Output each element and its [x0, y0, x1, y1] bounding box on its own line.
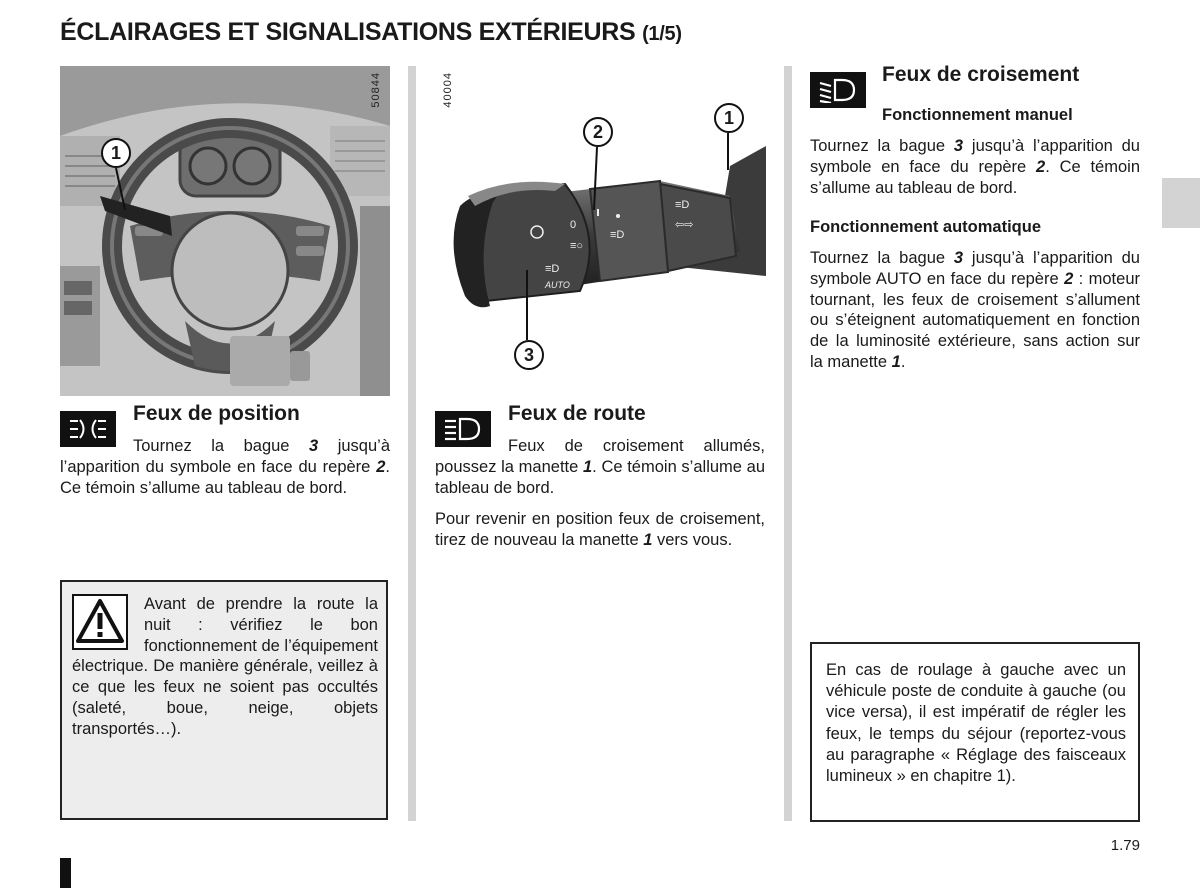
ring-auto-label: AUTO [545, 280, 570, 290]
subheading-fonctionnement-manuel: Fonctionnement manuel [882, 106, 1073, 124]
low-beam-icon [810, 72, 866, 108]
paragraph-feux-de-route-2: Pour revenir en position feux de croisement, tirez de nouveau la manette 1 vers vous. [435, 510, 765, 549]
warning-text-wrapper [72, 594, 378, 740]
paragraph-feux-de-position: Tournez la bague 3 jusqu’à l’apparition du symbole en face du repère 2. Ce témoin s’allume au tableau de bord. [60, 437, 390, 497]
svg-text:⇦⇨: ⇦⇨ [675, 219, 694, 231]
chapter-tab [1162, 178, 1200, 228]
callout-leaders-middle [420, 60, 780, 400]
callout-leader-left [0, 0, 420, 420]
left-hand-driving-note-box [810, 642, 1140, 822]
callout-1-left-figure: 1 [101, 138, 131, 168]
warning-box [60, 580, 388, 820]
warning-text: Avant de prendre la route la nuit : vérifiez le bon fonctionnement de l’équipement électrique. De manière générale, veillez à ce que les feux ne soient pas occultés (saleté, boue, neige, objets transportés…). [72, 595, 378, 738]
middle-figure-image-number: 40004 [442, 72, 454, 108]
subheading-fonctionnement-automatique: Fonctionnement automatique [810, 218, 1041, 236]
heading-feux-de-position: Feux de position [133, 402, 300, 425]
svg-text:≡○: ≡○ [570, 240, 584, 252]
callout-3-middle-figure: 3 [514, 340, 544, 370]
title-part-number: (1/5) [642, 23, 682, 45]
ring-off-label: 0 [570, 219, 577, 231]
paragraph-feux-de-route-1: Feux de croisement allumés, poussez la manette 1. Ce témoin s’allume au tableau de bord. [435, 437, 765, 497]
heading-feux-de-route: Feux de route [508, 402, 646, 425]
callout-2-middle-figure: 2 [583, 117, 613, 147]
left-figure-image-number: 50844 [370, 72, 382, 108]
page-edge-marker [60, 858, 71, 888]
svg-text:≡D: ≡D [545, 263, 560, 275]
callout-1-middle-figure: 1 [714, 103, 744, 133]
column-separator-right [784, 66, 792, 821]
heading-feux-de-croisement: Feux de croisement [882, 63, 1080, 86]
paragraph-fonctionnement-manuel: Tournez la bague 3 jusqu’à l’apparition du symbole en face du repère 2. Ce témoin s’allume au tableau de bord. [810, 137, 1140, 197]
title-text: ÉCLAIRAGES ET SIGNALISATIONS EXTÉRIEURS [60, 18, 636, 46]
svg-text:≡D: ≡D [610, 229, 625, 241]
paragraph-fonctionnement-automatique: Tournez la bague 3 jusqu’à l’apparition du symbole AUTO en face du repère 2 : moteur tournant, les feux de croisement s’allument ou s’éteignent automatiquement en fonction de la luminosité extérieure, sans action sur la manette 1. [810, 249, 1140, 371]
note-text: En cas de roulage à gauche avec un véhicule poste de conduite à gauche (ou vice versa), il est impératif de régler les feux, le temps du séjour (reportez-vous au paragraphe « Réglage des faisceaux lumineux » en chapitre 1). [826, 661, 1126, 786]
page-number: 1.79 [1110, 837, 1140, 854]
svg-text:≡D: ≡D [675, 199, 690, 211]
